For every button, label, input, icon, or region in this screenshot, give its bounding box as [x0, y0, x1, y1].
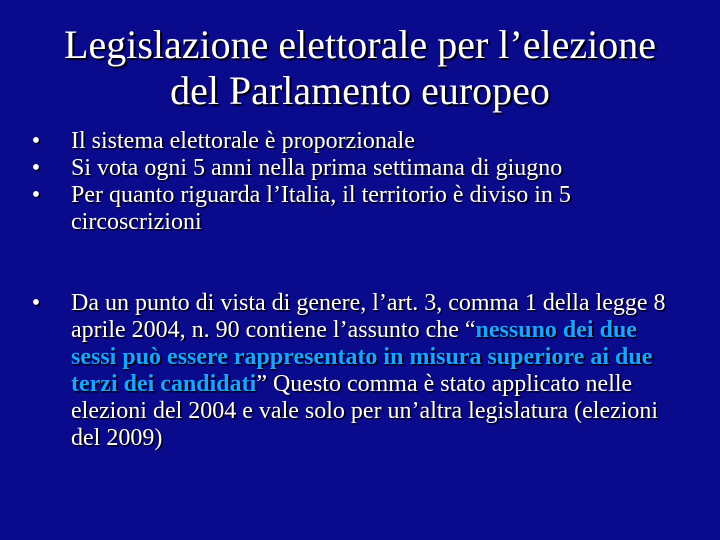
- bullet-gender-rule: [26, 290, 686, 452]
- bullet-proportional: [26, 128, 686, 155]
- bullet-icon: •: [31, 128, 41, 154]
- gender-quote-highlight: nessuno dei due sessi può essere rappresentato in misura superiore ai due terzi dei candidati: [71, 317, 653, 397]
- bullet-vote-schedule: [26, 155, 686, 182]
- bullet-icon: •: [31, 182, 41, 208]
- title-line-2: del Parlamento europeo: [170, 68, 550, 113]
- bullet-constituencies: [26, 182, 686, 236]
- bullet-text: Il sistema elettorale è proporzionale: [71, 128, 415, 154]
- bullet-list-top: [26, 128, 686, 236]
- gender-text-part1: Da un punto di vista di genere, l’art. 3, comma 1 della legge 8 aprile 2004, n. 90 contiene l’assunto che “: [71, 290, 666, 343]
- bullet-list-bottom: [26, 290, 686, 452]
- slide-title: [20, 22, 700, 114]
- bullet-icon: •: [31, 155, 41, 181]
- bullet-text: Si vota ogni 5 anni nella prima settimana di giugno: [71, 155, 563, 181]
- title-line-1: Legislazione elettorale per l’elezione: [64, 22, 656, 67]
- gender-text-part2: ” Questo comma è stato applicato nelle elezioni del 2004 e vale solo per un’altra legislatura (elezioni del 2009): [71, 371, 659, 451]
- bullet-icon: •: [31, 290, 41, 316]
- bullet-text: Per quanto riguarda l’Italia, il territorio è diviso in 5 circoscrizioni: [71, 182, 571, 235]
